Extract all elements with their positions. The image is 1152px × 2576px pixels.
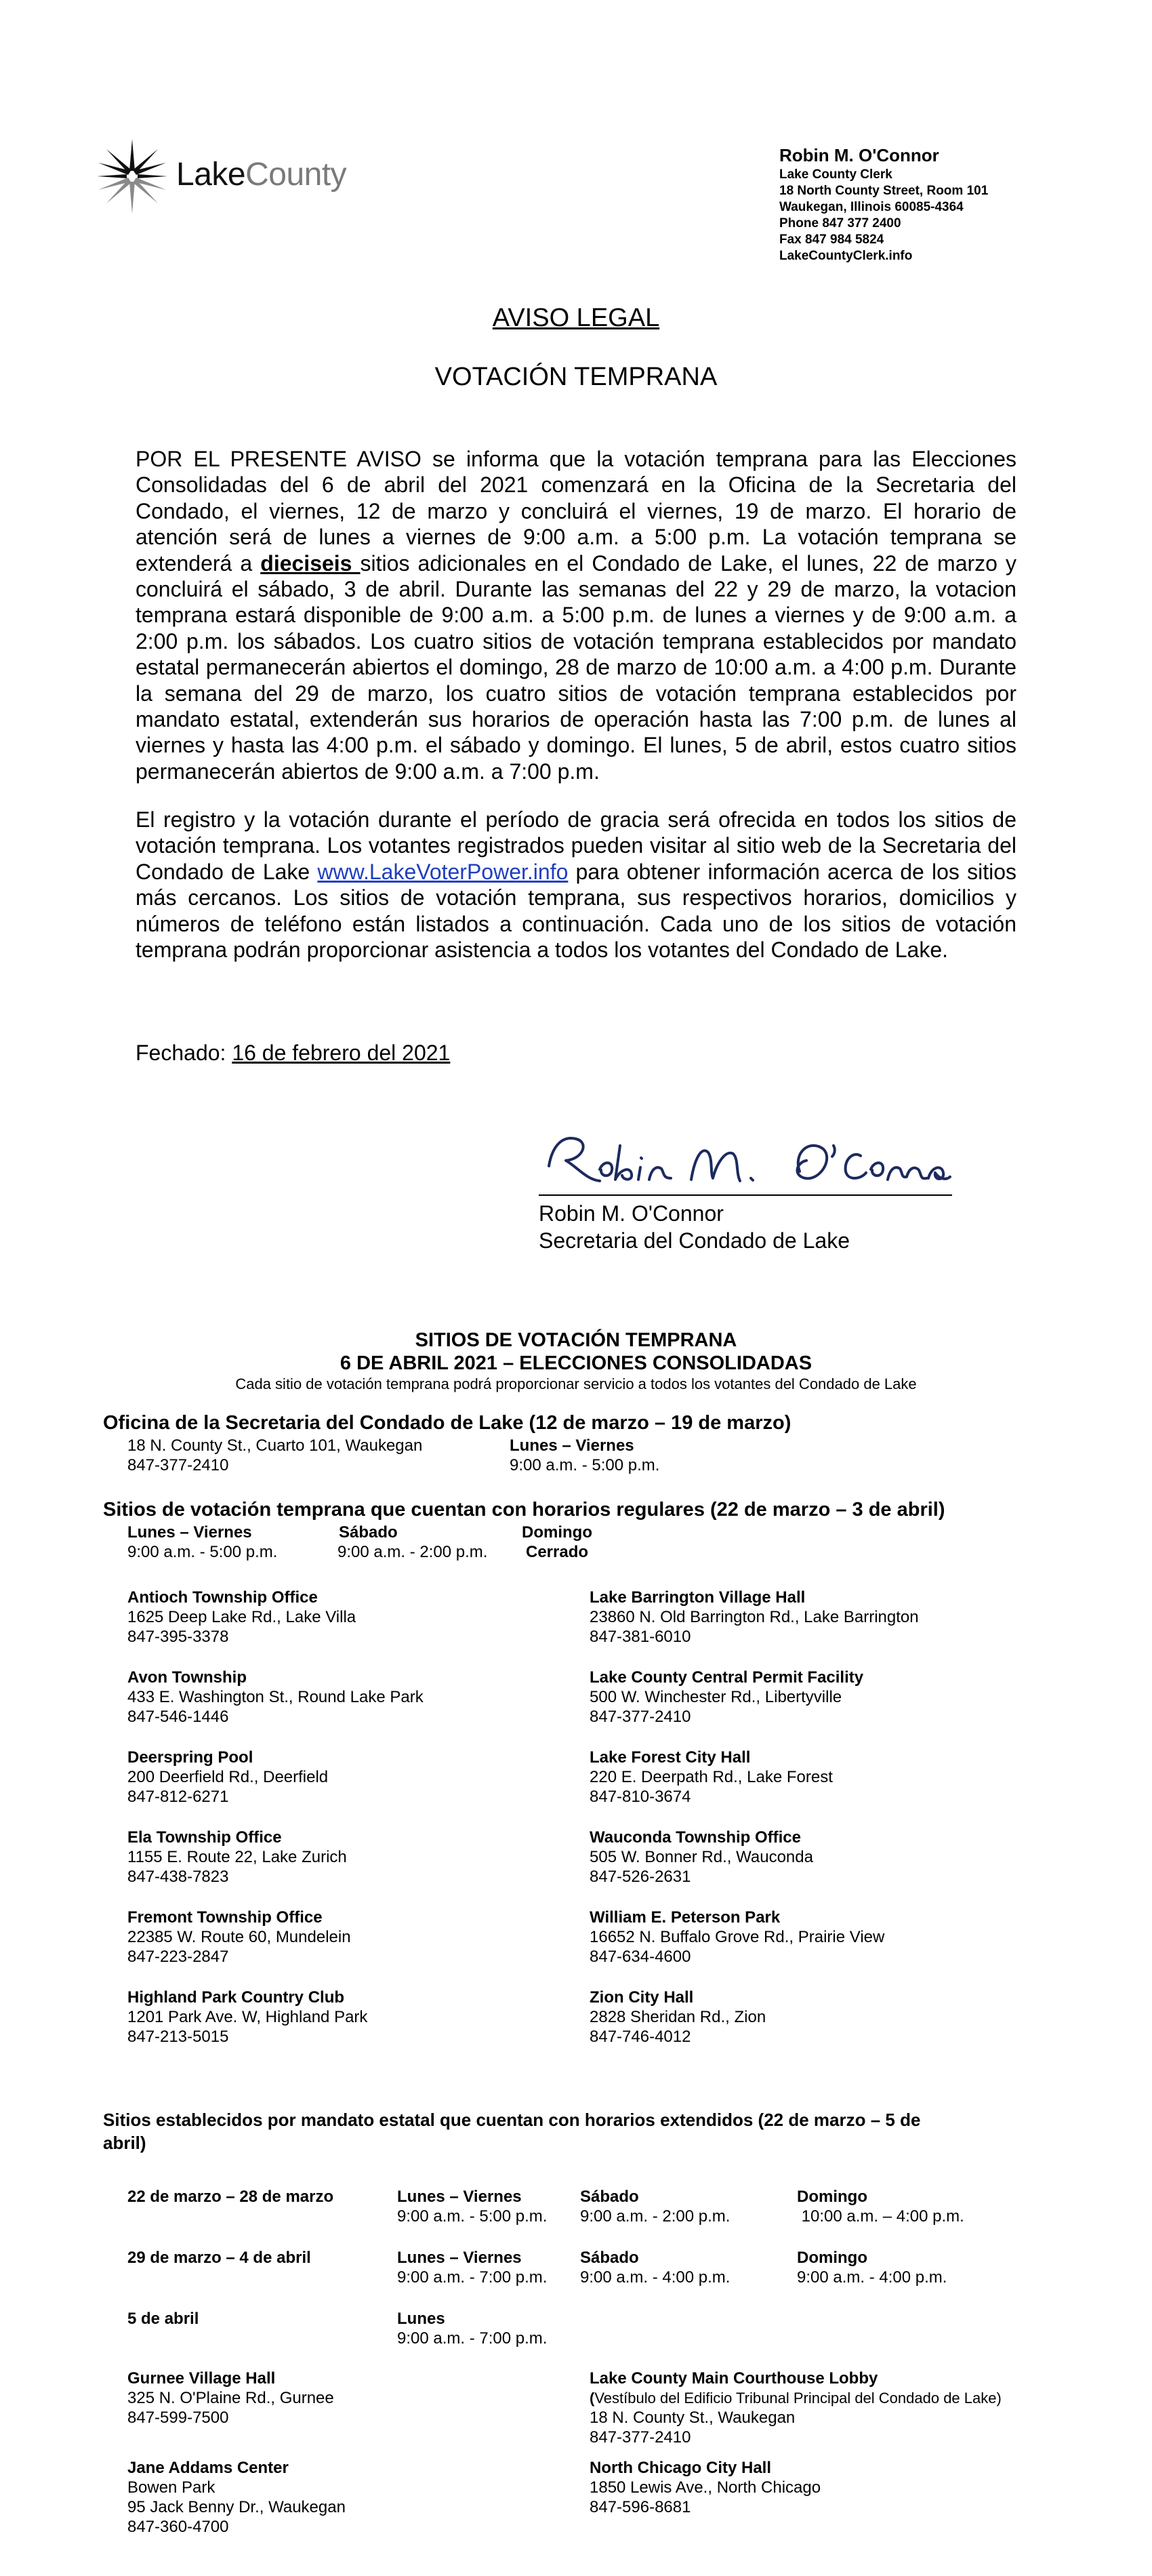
office-address-block [127,1436,422,1475]
clerk-address-2: Waukegan, Illinois 60085-4364 [779,200,964,214]
site-phone: 847-746-4012 [590,2028,691,2046]
site-phone: 847-223-2847 [127,1948,229,1966]
office-days: Lunes – Viernes [510,1436,634,1455]
hours-value: 9:00 a.m. - 2:00 p.m. [580,2207,731,2226]
hours-value: 10:00 a.m. – 4:00 p.m. [797,2207,964,2226]
p2-text-a: El registro y la votación durante el período de gracia será ofrecida en todos los sitios de votación temprana. Los votantes registrados pueden visitar al sitio web de la Secretaria del Condado de Lake [136,807,1016,884]
site-peterson-park [590,1908,884,1967]
site-address: 505 W. Bonner Rd., Wauconda [590,1848,813,1866]
site-name: Lake County Central Permit Facility [590,1668,864,1687]
clerk-phone: Phone 847 377 2400 [779,216,901,230]
site-address: 22385 W. Route 60, Mundelein [127,1928,351,1946]
handwritten-signature [535,1119,955,1193]
site-name: Lake Forest City Hall [590,1748,751,1767]
extended-row3-monday [397,2309,547,2348]
day-label: Sábado [580,2188,639,2206]
extended-row1-weekday [397,2187,547,2226]
site-phone: 847-812-6271 [127,1788,229,1806]
site-phone: 847-377-2410 [590,2428,691,2447]
office-phone: 847-377-2410 [127,1456,229,1474]
site-north-chicago-city-hall [590,2458,821,2517]
site-address: 220 E. Deerpath Rd., Lake Forest [590,1768,833,1786]
clerk-website: LakeCountyClerk.info [779,249,913,263]
notice-subtitle: VOTACIÓN TEMPRANA [434,363,718,391]
hours-value: 9:00 a.m. - 4:00 p.m. [580,2268,731,2287]
day-label: Lunes – Viernes [397,2249,522,2267]
notice-title: AVISO LEGAL [492,304,660,332]
site-location: Bowen Park [127,2478,215,2497]
signature-line [539,1194,952,1196]
site-phone: 847-360-4700 [127,2518,229,2536]
site-address: 500 W. Winchester Rd., Libertyville [590,1688,842,1706]
regular-hours-weekday-value: 9:00 a.m. - 5:00 p.m. [127,1543,278,1561]
logo-wordmark [176,155,346,195]
notice-paragraph-1 [136,446,1016,784]
regular-hours-saturday [337,1523,487,1562]
sites-election-title: 6 DE ABRIL 2021 – ELECCIONES CONSOLIDADAS [340,1352,812,1374]
extended-row1-saturday [580,2187,730,2226]
regular-day-sunday: Domingo [522,1523,592,1542]
day-label: Domingo [797,2188,867,2206]
site-zion-city-hall [590,1988,766,2047]
site-phone: 847-526-2631 [590,1868,691,1886]
site-lake-barrington-village-hall [590,1588,919,1647]
dated-label: Fechado: [136,1041,232,1065]
site-name: Highland Park Country Club [127,1988,345,2007]
site-phone: 847-395-3378 [127,1628,229,1646]
dated-line [136,1041,450,1066]
site-address: 1201 Park Ave. W, Highland Park [127,2008,368,2026]
site-phone: 847-377-2410 [590,1708,691,1726]
site-name: Gurnee Village Hall [127,2369,276,2388]
site-name: Jane Addams Center [127,2459,289,2477]
office-hours-block [510,1436,659,1475]
site-name: Wauconda Township Office [590,1828,801,1847]
extended-heading [103,2108,920,2154]
sites-title: SITIOS DE VOTACIÓN TEMPRANA [415,1329,737,1351]
starburst-logo-icon [95,136,169,217]
site-phone: 847-438-7823 [127,1868,229,1886]
p1-text-a: POR EL PRESENTE AVISO se informa que la votación temprana para las Elecciones Consolidadas del 6 de abril del 2021 comenzará en la Oficina de la Secretaria del Condado, el viernes, 12 de marzo y concluirá el viernes, 19 de marzo. El horario de atención será de lunes a viernes de 9:00 a.m. a 5:00 p.m. La votación temprana se extenderá a [136,447,1016,576]
site-name: Antioch Township Office [127,1588,318,1607]
office-heading: Oficina de la Secretaria del Condado de Lake (12 de marzo – 19 de marzo) [103,1412,791,1434]
clerk-contact-block [779,144,988,264]
regular-day-weekday: Lunes – Viernes [127,1523,252,1542]
note-paren: ( [590,2390,595,2407]
clerk-address-1: 18 North County Street, Room 101 [779,184,989,198]
site-phone: 847-546-1446 [127,1708,229,1726]
site-phone: 847-810-3674 [590,1788,691,1806]
hours-value: 9:00 a.m. - 4:00 p.m. [797,2268,947,2287]
extended-period-1: 22 de marzo – 28 de marzo [127,2188,334,2206]
site-gurnee-village-hall [127,2369,334,2428]
extended-period-2: 29 de marzo – 4 de abril [127,2249,311,2267]
signer-name: Robin M. O'Connor [539,1201,724,1226]
site-name: Fremont Township Office [127,1908,323,1927]
clerk-title: Lake County Clerk [779,167,892,182]
extended-row1-sunday [797,2187,964,2226]
office-hours: 9:00 a.m. - 5:00 p.m. [510,1456,660,1474]
site-main-courthouse-lobby [590,2369,1002,2447]
site-name: Deerspring Pool [127,1748,253,1767]
extended-row2-saturday [580,2248,730,2287]
site-antioch-township [127,1588,356,1647]
site-address: 2828 Sheridan Rd., Zion [590,2008,766,2026]
regular-hours-sunday [522,1523,592,1562]
clerk-name: Robin M. O'Connor [779,145,939,165]
site-lake-forest-city-hall [590,1748,833,1807]
hours-value: 9:00 a.m. - 5:00 p.m. [397,2207,548,2226]
site-name: William E. Peterson Park [590,1908,781,1927]
site-name: Zion City Hall [590,1988,694,2007]
extended-heading-line-2: abril) [103,2133,146,2153]
extended-row2-weekday [397,2248,547,2287]
notice-paragraph-2 [136,807,1016,963]
site-phone: 847-213-5015 [127,2028,229,2046]
site-wauconda-township [590,1828,813,1887]
site-phone: 847-596-8681 [590,2498,691,2516]
site-note [590,2388,1002,2408]
logo-county: County [245,157,347,193]
lake-county-logo [95,136,352,217]
regular-hours-saturday-value: 9:00 a.m. - 2:00 p.m. [337,1543,488,1561]
site-jane-addams-center [127,2458,346,2537]
site-address: 95 Jack Benny Dr., Waukegan [127,2498,346,2516]
site-address: 1850 Lewis Ave., North Chicago [590,2478,821,2497]
site-name: Lake Barrington Village Hall [590,1588,806,1607]
office-address: 18 N. County St., Cuarto 101, Waukegan [127,1436,423,1455]
site-address: 325 N. O'Plaine Rd., Gurnee [127,2389,334,2407]
site-address: 23860 N. Old Barrington Rd., Lake Barrington [590,1608,919,1626]
regular-heading: Sitios de votación temprana que cuentan con horarios regulares (22 de marzo – 3 de abril) [103,1499,945,1521]
site-phone: 847-599-7500 [127,2409,229,2427]
site-deerspring-pool [127,1748,328,1807]
site-address: 18 N. County St., Waukegan [590,2409,796,2427]
site-phone: 847-381-6010 [590,1628,691,1646]
hours-value: 9:00 a.m. - 7:00 p.m. [397,2329,548,2348]
day-label: Domingo [797,2249,867,2267]
p2-text-b: para obtener información acerca de los sitios más cercanos. Los sitios de votación temprana, sus respectivos horarios, domicilios y números de teléfono están listados a continuación. Cada uno de los sitios de votación temprana podrán proporcionar asistencia a todos los votantes del Condado de Lake. [136,859,1017,963]
regular-hours-weekday [127,1523,277,1562]
extended-heading-line-1: Sitios establecidos por mandato estatal que cuentan con horarios extendidos (22 de marzo – 5 de [103,2110,921,2130]
site-address: 1625 Deep Lake Rd., Lake Villa [127,1608,356,1626]
site-central-permit-facility [590,1668,863,1727]
site-highland-park-country-club [127,1988,367,2047]
day-label: Sábado [580,2249,639,2267]
site-phone: 847-634-4600 [590,1948,691,1966]
p1-emphasis: dieciseis [260,550,361,576]
site-avon-township [127,1668,424,1727]
lake-voter-power-link[interactable]: www.LakeVoterPower.info [317,859,569,884]
regular-day-saturday: Sábado [339,1523,398,1542]
p1-text-b: sitios adicionales en el Condado de Lake, el lunes, 22 de marzo y concluirá el sábado, 3 de abril. Durante las semanas del 22 y 29 de marzo, la votacion temprana estará disponible de 9:00 a.m. a 5:00 p.m. de lunes a viernes y de 9:00 a.m. a 2:00 p.m. los sábados. Los cuatro sitios de votación temprana establecidos por mandato estatal permanecerán abiertos el domingo, 28 de marzo de 10:00 a.m. a 4:00 p.m. Durante la semana del 29 de marzo, los cuatro sitios de votación temprana establecidos por mandato estatal, extenderán sus horarios de operación hasta las 7:00 p.m. de lunes al viernes y hasta las 4:00 p.m. el sábado y domingo. El lunes, 5 de abril, estos cuatro sitios permanecerán abiertos de 9:00 a.m. a 7:00 p.m. [136,550,1017,784]
sites-subtitle: Cada sitio de votación temprana podrá proporcionar servicio a todos los votantes del Condado de Lake [235,1375,917,1392]
extended-row2-sunday [797,2248,947,2287]
site-address: 433 E. Washington St., Round Lake Park [127,1688,424,1706]
site-name: North Chicago City Hall [590,2459,772,2477]
day-label: Lunes – Viernes [397,2188,522,2206]
site-ela-township [127,1828,347,1887]
signature-block [539,1200,850,1254]
signer-title: Secretaria del Condado de Lake [539,1228,850,1253]
regular-hours-sunday-value: Cerrado [526,1543,589,1561]
extended-period-3: 5 de abril [127,2310,199,2328]
dated-value: 16 de febrero del 2021 [232,1041,451,1065]
site-name: Avon Township [127,1668,247,1687]
note-text: Vestíbulo del Edificio Tribunal Principal del Condado de Lake) [594,2390,1002,2407]
clerk-fax: Fax 847 984 5824 [779,233,884,247]
site-address: 200 Deerfield Rd., Deerfield [127,1768,329,1786]
site-address: 1155 E. Route 22, Lake Zurich [127,1848,347,1866]
site-name: Ela Township Office [127,1828,282,1847]
hours-value: 9:00 a.m. - 7:00 p.m. [397,2268,548,2287]
day-label: Lunes [397,2310,445,2328]
site-fremont-township [127,1908,351,1967]
site-name: Lake County Main Courthouse Lobby [590,2369,878,2388]
logo-lake: Lake [176,157,246,193]
site-address: 16652 N. Buffalo Grove Rd., Prairie View [590,1928,885,1946]
